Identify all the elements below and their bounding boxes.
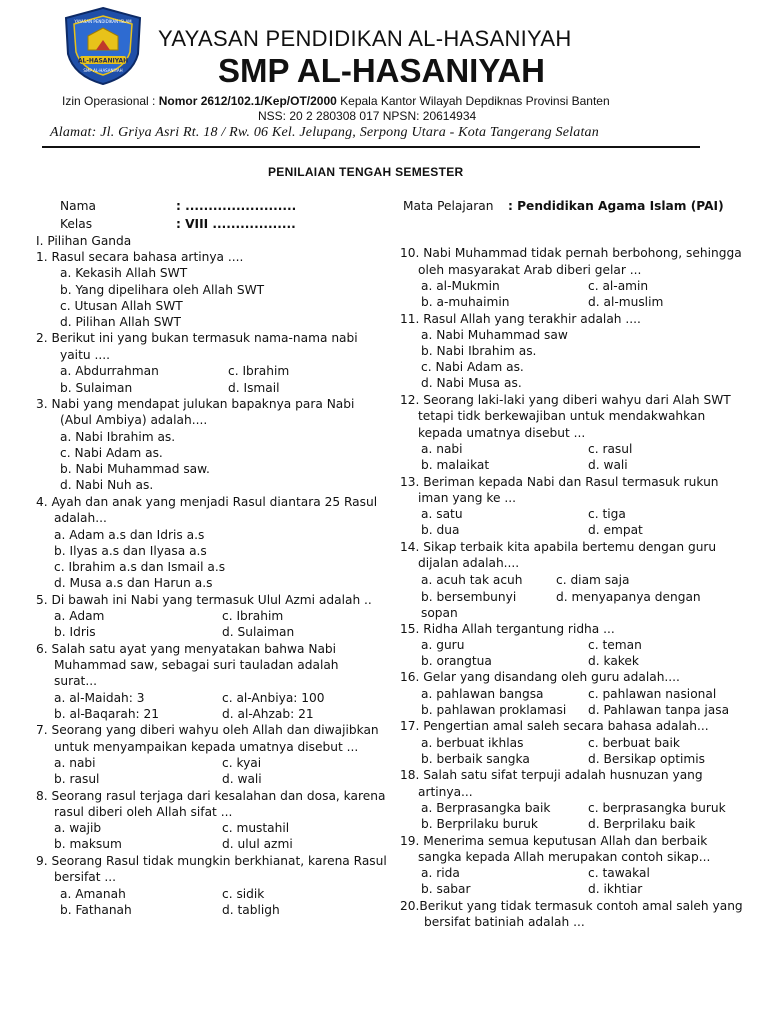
question-text: sangka kepada Allah merupakan contoh sikap... [418, 850, 711, 864]
option: b. orangtua [421, 654, 492, 668]
question-5: 5. Di bawah ini Nabi yang termasuk Ulul Azmi adalah .. [36, 593, 372, 607]
question-text: Muhammad saw, sebagai suri tauladan adalah [54, 658, 339, 672]
option: b. Idris [54, 625, 96, 639]
option: d. ulul azmi [222, 837, 293, 851]
option: c. Ibrahim a.s dan Ismail a.s [54, 560, 226, 574]
nss-npsn: NSS: 20 2 280308 017 NPSN: 20614934 [258, 109, 477, 123]
option: b. berbaik sangka [421, 752, 530, 766]
option: b. dua [421, 523, 460, 537]
question-13: 13. Beriman kepada Nabi dan Rasul termasuk rukun [400, 475, 719, 489]
question-19: 19. Menerima semua keputusan Allah dan berbaik [400, 834, 708, 848]
question-10: 10. Nabi Muhammad tidak pernah berbohong, sehingga [400, 246, 742, 260]
question-6: 6. Salah satu ayat yang menyatakan bahwa Nabi [36, 642, 337, 656]
option: b. Sulaiman [60, 381, 133, 395]
question-text: adalah... [54, 511, 107, 525]
question-text: tetapi tidk berkewajiban untuk mendakwahkan [418, 409, 706, 423]
option: b. maksum [54, 837, 122, 851]
option: c. al-Anbiya: 100 [222, 691, 325, 705]
logo-bottom-text: SMP AL-HASANIYAH [83, 68, 123, 73]
exam-title: PENILAIAN TENGAH SEMESTER [268, 165, 464, 179]
question-text: iman yang ke ... [418, 491, 516, 505]
class-label: Kelas [60, 217, 93, 231]
option: b. Yang dipelihara oleh Allah SWT [60, 283, 265, 297]
foundation-name: YAYASAN PENDIDIKAN AL-HASANIYAH [158, 26, 572, 51]
question-17: 17. Pengertian amal saleh secara bahasa adalah... [400, 719, 709, 733]
option: c. mustahil [222, 821, 290, 835]
option: a. Berprasangka baik [421, 801, 551, 815]
question-14: 14. Sikap terbaik kita apabila bertemu dengan guru [400, 540, 717, 554]
option: b. pahlawan proklamasi [421, 703, 567, 717]
option: b. Nabi Muhammad saw. [60, 462, 210, 476]
option: c. al-amin [588, 279, 649, 293]
question-9: 9. Seorang Rasul tidak mungkin berkhianat, karena Rasul [36, 854, 387, 868]
question-16: 16. Gelar yang disandang oleh guru adalah.... [400, 670, 680, 684]
option: a. Abdurrahman [60, 364, 159, 378]
option: d. empat [588, 523, 643, 537]
option: d. ikhtiar [588, 882, 643, 896]
option: d. al-Ahzab: 21 [222, 707, 314, 721]
question-text: (Abul Ambiya) adalah.... [60, 413, 208, 427]
option-continued: sopan [421, 606, 458, 620]
permit-number: Nomor 2612/102.1/Kep/OT/2000 [158, 94, 337, 108]
option: b. a-muhaimin [421, 295, 510, 309]
logo-top-text: YAYASAN PENDIDIKAN ISLAM [74, 19, 132, 24]
question-text: yaitu .... [60, 348, 110, 362]
option: a. guru [421, 638, 465, 652]
option: d. Nabi Musa as. [421, 376, 522, 390]
subject-label: Mata Pelajaran [403, 199, 494, 213]
option: d. Musa a.s dan Harun a.s [54, 576, 213, 590]
question-20: 20.Berikut yang tidak termasuk contoh amal saleh yang [400, 899, 743, 913]
school-address: Alamat: Jl. Griya Asri Rt. 18 / Rw. 06 Kel. Jelupang, Serpong Utara - Kota Tangerang Selatan [50, 125, 599, 140]
option: c. Utusan Allah SWT [60, 299, 183, 313]
option: d. Sulaiman [222, 625, 295, 639]
option: d. Pilihan Allah SWT [60, 315, 181, 329]
option: b. al-Baqarah: 21 [54, 707, 160, 721]
question-text: dijalan adalah.... [418, 556, 520, 570]
question-text: rasul diberi oleh Allah sifat ... [54, 805, 233, 819]
option: d. Pahlawan tanpa jasa [588, 703, 730, 717]
option: c. Nabi Adam as. [421, 360, 524, 374]
question-18: 18. Salah satu sifat terpuji adalah husnuzan yang [400, 768, 703, 782]
option: a. acuh tak acuh [421, 573, 523, 587]
option: c. tiga [588, 507, 626, 521]
option: b. Nabi Ibrahim as. [421, 344, 537, 358]
option: a. Adam [54, 609, 105, 623]
option: d. menyapanya dengan [556, 590, 701, 604]
option: d. tabligh [222, 903, 280, 917]
option: a. Adam a.s dan Idris a.s [54, 528, 205, 542]
option: d. Bersikap optimis [588, 752, 705, 766]
section-title: I. Pilihan Ganda [36, 234, 132, 248]
question-2: 2. Berikut ini yang bukan termasuk nama-nama nabi [36, 331, 358, 345]
option: a. wajib [54, 821, 102, 835]
option: b. Fathanah [60, 903, 132, 917]
option: d. wali [588, 458, 628, 472]
option: c. rasul [588, 442, 633, 456]
option: c. sidik [222, 887, 265, 901]
option: d. Berprilaku baik [588, 817, 696, 831]
logo-mid-text: AL-HASANIYAH [77, 57, 129, 65]
question-15: 15. Ridha Allah tergantung ridha ... [400, 622, 615, 636]
option: a. Nabi Muhammad saw [421, 328, 568, 342]
question-text: untuk menyampaikan kepada umatnya disebut ... [54, 740, 359, 754]
question-text: surat... [54, 674, 97, 688]
subject-value: : Pendidikan Agama Islam (PAI) [508, 199, 724, 213]
option: d. al-muslim [588, 295, 664, 309]
question-text: bersifat ... [54, 870, 117, 884]
permit-line [62, 94, 610, 108]
option: d. Nabi Nuh as. [60, 478, 154, 492]
name-label: Nama [60, 199, 96, 213]
option: c. diam saja [556, 573, 630, 587]
option: c. Ibrahim [228, 364, 290, 378]
option: a. Kekasih Allah SWT [60, 266, 188, 280]
name-value: : ........................ [176, 199, 297, 213]
option: a. al-Maidah: 3 [54, 691, 145, 705]
option: d. Ismail [228, 381, 280, 395]
question-4: 4. Ayah dan anak yang menjadi Rasul diantara 25 Rasul [36, 495, 378, 509]
option: c. berbuat baik [588, 736, 680, 750]
option: c. kyai [222, 756, 262, 770]
option: a. satu [421, 507, 463, 521]
option: c. berprasangka buruk [588, 801, 726, 815]
question-1: 1. Rasul secara bahasa artinya .... [36, 250, 244, 264]
question-text: bersifat batiniah adalah ... [424, 915, 585, 929]
question-12: 12. Seorang laki-laki yang diberi wahyu dari Alah SWT [400, 393, 731, 407]
school-name: SMP AL-HASANIYAH [218, 52, 545, 89]
option: b. bersembunyi [421, 590, 517, 604]
option: a. Nabi Ibrahim as. [60, 430, 176, 444]
option: c. Ibrahim [222, 609, 284, 623]
option: a. berbuat ikhlas [421, 736, 524, 750]
question-7: 7. Seorang yang diberi wahyu oleh Allah dan diwajibkan [36, 723, 379, 737]
question-8: 8. Seorang rasul terjaga dari kesalahan dan dosa, karena [36, 789, 386, 803]
option: d. kakek [588, 654, 639, 668]
permit-prefix: Izin Operasional : [62, 94, 159, 108]
option: b. sabar [421, 882, 471, 896]
option: c. tawakal [588, 866, 650, 880]
permit-suffix: Kepala Kantor Wilayah Depdiknas Provinsi Banten [336, 94, 610, 108]
option: a. Amanah [60, 887, 126, 901]
question-text: artinya... [418, 785, 473, 799]
question-3: 3. Nabi yang mendapat julukan bapaknya para Nabi [36, 397, 355, 411]
option: a. rida [421, 866, 460, 880]
option: b. Ilyas a.s dan Ilyasa a.s [54, 544, 207, 558]
option: a. al-Mukmin [421, 279, 500, 293]
option: c. pahlawan nasional [588, 687, 717, 701]
option: a. nabi [54, 756, 96, 770]
question-11: 11. Rasul Allah yang terakhir adalah .... [400, 312, 641, 326]
header-divider [42, 146, 700, 148]
option: a. nabi [421, 442, 463, 456]
school-logo [60, 6, 146, 86]
option: c. Nabi Adam as. [60, 446, 163, 460]
question-text: kepada umatnya disebut ... [418, 426, 586, 440]
question-text: oleh masyarakat Arab diberi gelar ... [418, 263, 642, 277]
option: b. Berprilaku buruk [421, 817, 538, 831]
option: c. teman [588, 638, 642, 652]
class-value: : VIII .................. [176, 217, 296, 231]
option: b. rasul [54, 772, 100, 786]
option: a. pahlawan bangsa [421, 687, 544, 701]
option: b. malaikat [421, 458, 490, 472]
option: d. wali [222, 772, 262, 786]
